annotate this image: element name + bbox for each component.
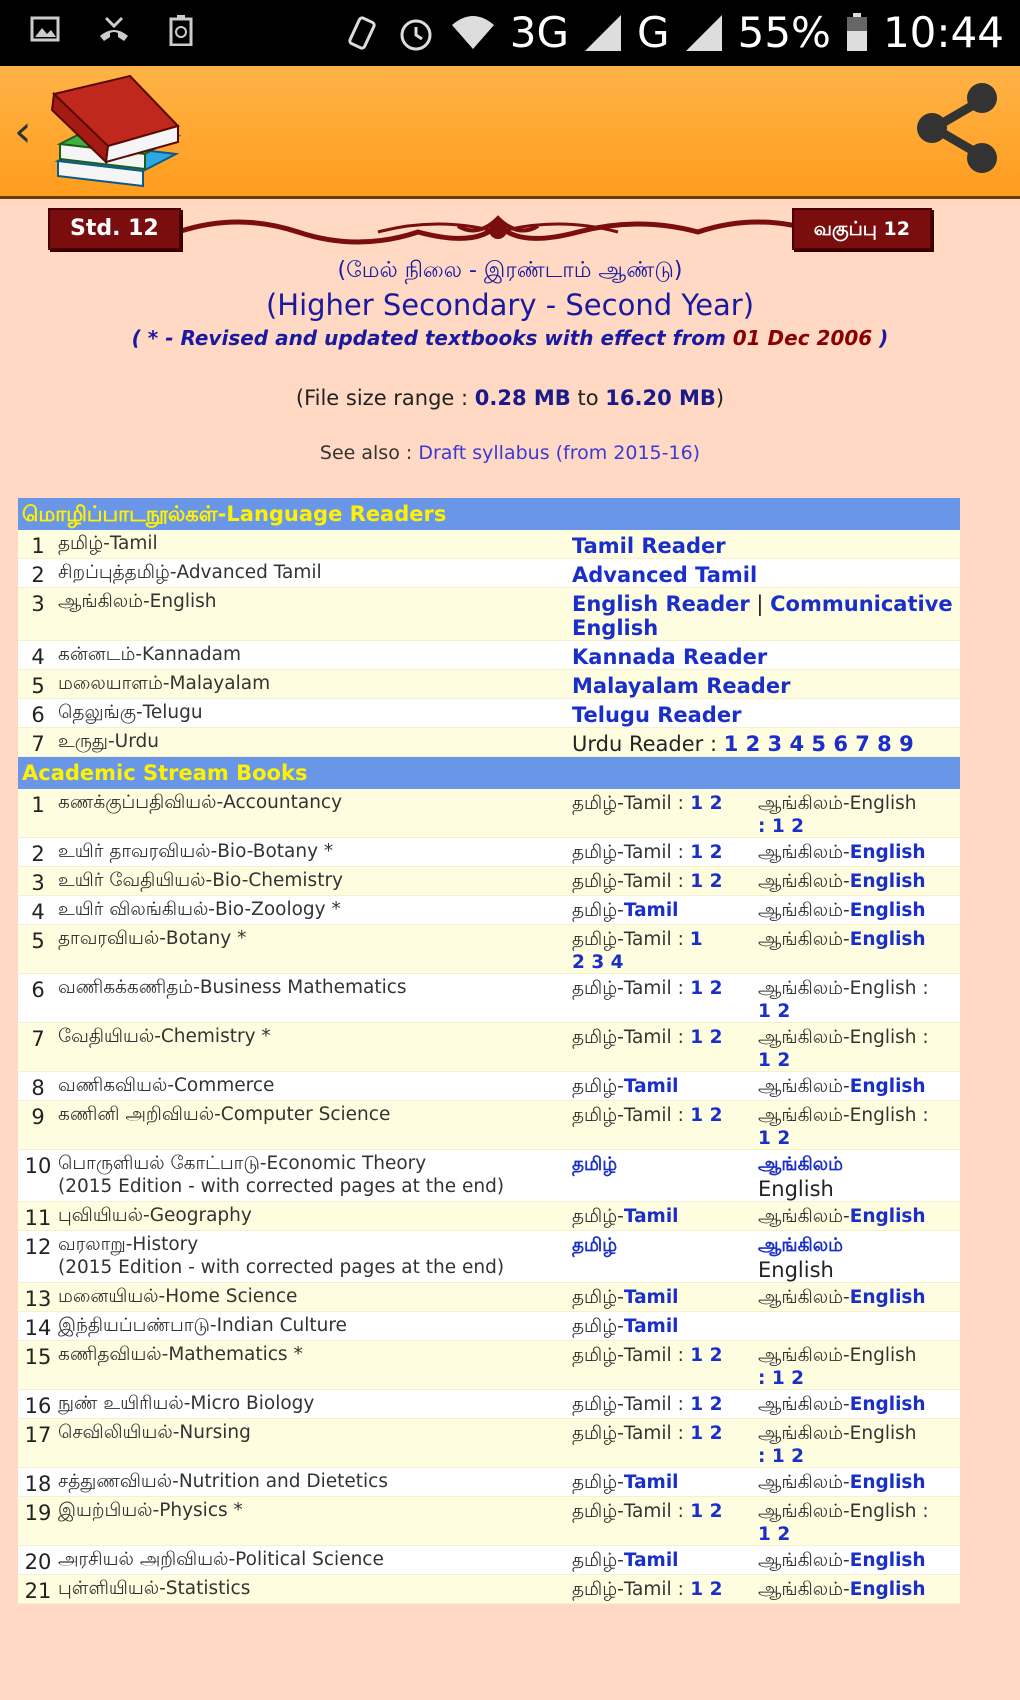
english-book-link[interactable]: English <box>849 871 926 892</box>
reader-cell <box>572 699 960 727</box>
subject-name <box>58 1231 572 1282</box>
battery-percent: 55% <box>737 8 831 57</box>
filesize-suffix: ) <box>715 386 725 410</box>
row-number: 4 <box>31 645 45 669</box>
subject-name: தெலுங்கு-Telugu <box>58 702 203 723</box>
english-medium-cell <box>758 1419 960 1467</box>
row-number: 18 <box>24 1472 52 1496</box>
subject-name: ஆங்கிலம்-English <box>58 591 217 612</box>
english-label: ஆங்கிலம்-English <box>758 1345 917 1366</box>
battery-icon <box>845 13 869 53</box>
english-label: English <box>758 1177 834 1201</box>
table-row <box>18 588 960 641</box>
tamil-label: தமிழ்-Tamil : <box>572 1027 684 1048</box>
english-book-link[interactable]: English <box>849 1394 926 1415</box>
table-row <box>18 641 960 670</box>
tamil-volume-links[interactable]: 1 2 <box>683 793 723 814</box>
row-number: 15 <box>24 1345 52 1369</box>
tamil-medium-cell <box>572 1312 758 1340</box>
english-book-link[interactable]: English <box>849 1206 926 1227</box>
table-row <box>18 559 960 588</box>
tamil-book-link[interactable]: Tamil <box>623 1472 679 1493</box>
filesize-max: 16.20 MB <box>605 386 716 410</box>
subject-name: தமிழ்-Tamil <box>58 533 158 554</box>
subject-name: உருது-Urdu <box>58 731 159 752</box>
reader-cell <box>572 588 960 640</box>
file-size-range <box>0 386 1020 410</box>
urdu-reader-label: Urdu Reader : <box>572 732 724 756</box>
subject-title: செவிலியியல்-Nursing <box>58 1422 251 1443</box>
english-label: ஆங்கிலம்- <box>758 1206 850 1227</box>
english-medium-cell <box>758 925 960 973</box>
network-g: G <box>637 8 670 57</box>
english-medium-cell <box>758 1575 960 1603</box>
tamil-label: தமிழ்- <box>572 1472 624 1493</box>
reader-cell <box>572 530 960 558</box>
share-icon[interactable] <box>912 80 1002 176</box>
row-number: 16 <box>24 1394 52 1418</box>
tamil-label: தமிழ்- <box>572 1316 624 1337</box>
tamil-medium-cell <box>572 1341 758 1389</box>
table-row <box>18 1390 960 1419</box>
filesize-min: 0.28 MB <box>474 386 571 410</box>
table-row <box>18 1468 960 1497</box>
english-medium-cell <box>758 1312 960 1340</box>
row-number: 7 <box>31 1027 45 1051</box>
english-medium-cell <box>758 1150 960 1201</box>
tamil-label: தமிழ்-Tamil : <box>572 1501 684 1522</box>
subject-name <box>58 925 572 973</box>
english-label: ஆங்கிலம்-English : <box>758 978 929 999</box>
tamil-medium-cell <box>572 1231 758 1282</box>
english-book-link[interactable]: English <box>849 1472 926 1493</box>
tamil-label: தமிழ்-Tamil : <box>572 1105 684 1126</box>
table-row <box>18 896 960 925</box>
tamil-volume-links[interactable]: 1 2 <box>683 1579 723 1600</box>
english-book-link[interactable]: English <box>849 1579 926 1600</box>
std-badge-en: Std. 12 <box>48 208 181 250</box>
tamil-label: தமிழ்- <box>572 1550 624 1571</box>
table-row <box>18 670 960 699</box>
tamil-volume-links[interactable]: 1 2 <box>683 1345 723 1366</box>
revised-note <box>0 326 1020 350</box>
tamil-label: தமிழ்-Tamil : <box>572 871 684 892</box>
tamil-volume-links[interactable]: 1 2 <box>683 1423 723 1444</box>
row-number: 1 <box>31 793 45 817</box>
row-number: 11 <box>24 1206 52 1230</box>
english-medium-cell <box>758 1497 960 1545</box>
subtitle-tamil: (மேல் நிலை - இரண்டாம் ஆண்டு) <box>337 258 683 283</box>
row-number: 1 <box>31 534 45 558</box>
tamil-medium-cell <box>572 1419 758 1467</box>
tamil-volume-links[interactable]: 1 2 <box>683 1027 723 1048</box>
table-row <box>18 1312 960 1341</box>
english-medium-cell <box>758 974 960 1022</box>
revised-date: 01 Dec 2006 <box>732 326 873 350</box>
alarm-icon <box>396 13 436 53</box>
reader-cell <box>572 728 960 756</box>
tamil-volume-links[interactable]: 1 2 <box>683 1394 723 1415</box>
tamil-book-link[interactable]: Tamil <box>623 1550 679 1571</box>
subject-name <box>58 838 572 866</box>
english-medium-cell <box>758 1546 960 1574</box>
subject-name: சிறப்புத்தமிழ்-Advanced Tamil <box>58 562 322 583</box>
row-number: 4 <box>31 900 45 924</box>
english-book-link[interactable]: English <box>849 842 926 863</box>
english-volume-links[interactable]: 1 2 <box>758 1128 791 1149</box>
tamil-medium-cell <box>572 925 758 973</box>
reader-link[interactable]: Malayalam Reader <box>572 674 791 698</box>
urdu-volume-links[interactable]: 1 2 3 4 5 6 7 8 9 <box>723 732 914 756</box>
english-medium-cell <box>758 838 960 866</box>
subject-name: மலையாளம்-Malayalam <box>58 673 271 694</box>
english-book-link[interactable]: English <box>849 1287 926 1308</box>
english-label: ஆங்கிலம்-English <box>758 1423 917 1444</box>
wifi-icon <box>450 13 496 53</box>
tamil-volume-links[interactable]: 1 <box>689 929 703 950</box>
subject-note: (2015 Edition - with corrected pages at the end) <box>58 1176 505 1197</box>
row-number: 3 <box>31 871 45 895</box>
english-label: ஆங்கிலம்- <box>758 929 850 950</box>
subject-name <box>58 1072 572 1100</box>
subject-title: வணிகக்கணிதம்-Business Mathematics <box>58 977 407 998</box>
subject-title: தாவரவியல்-Botany * <box>58 928 247 949</box>
tamil-book-link[interactable]: தமிழ் <box>572 1235 618 1256</box>
section-academic-stream: Academic Stream Books <box>18 757 960 789</box>
draft-syllabus-link[interactable]: Draft syllabus (from 2015-16) <box>418 442 701 464</box>
ornament-divider <box>178 212 818 252</box>
english-label: ஆங்கிலம்- <box>758 1287 850 1308</box>
subject-title: அரசியல் அறிவியல்-Political Science <box>58 1549 384 1570</box>
tamil-label: தமிழ்-Tamil : <box>572 1423 684 1444</box>
row-number: 13 <box>24 1287 52 1311</box>
english-book-link[interactable]: ஆங்கிலம் <box>758 1235 844 1256</box>
tamil-book-link[interactable]: Tamil <box>623 900 679 921</box>
english-label: ஆங்கிலம்-English : <box>758 1501 929 1522</box>
subject-name <box>58 1283 572 1311</box>
english-medium-cell <box>758 1202 960 1230</box>
row-number: 19 <box>24 1501 52 1525</box>
table-row <box>18 1101 960 1150</box>
subject-title: நுண் உயிரியல்-Micro Biology <box>58 1393 315 1414</box>
tamil-medium-cell <box>572 1468 758 1496</box>
english-label: ஆங்கிலம்-English : <box>758 1027 929 1048</box>
subject-title: கணக்குப்பதிவியல்-Accountancy <box>58 792 343 813</box>
subject-name <box>58 1468 572 1496</box>
subject-title: உயிர் தாவரவியல்-Bio-Botany * <box>58 841 334 862</box>
english-medium-cell <box>758 1283 960 1311</box>
subject-title: உயிர் வேதியியல்-Bio-Chemistry <box>58 870 343 891</box>
tamil-medium-cell <box>572 1390 758 1418</box>
row-number: 17 <box>24 1423 52 1447</box>
subject-name <box>58 1312 572 1340</box>
table-row <box>18 867 960 896</box>
english-medium-cell <box>758 867 960 895</box>
tamil-label: தமிழ்-Tamil : <box>572 1394 684 1415</box>
subject-name <box>58 1575 572 1603</box>
subject-title: கணிதவியல்-Mathematics * <box>58 1344 303 1365</box>
tamil-book-link[interactable]: தமிழ் <box>572 1154 618 1175</box>
english-book-link[interactable]: English <box>849 900 926 921</box>
table-row <box>18 530 960 559</box>
table-row <box>18 699 960 728</box>
reader-cell <box>572 641 960 669</box>
row-number: 21 <box>24 1579 52 1603</box>
subject-name <box>58 1419 572 1467</box>
english-medium-cell <box>758 1101 960 1149</box>
back-icon[interactable]: ‹ <box>14 106 32 157</box>
reader-link[interactable]: Kannada Reader <box>572 645 768 669</box>
reader-link[interactable]: Advanced Tamil <box>572 563 758 587</box>
app-bar <box>0 66 1020 199</box>
tamil-medium-cell <box>572 1101 758 1149</box>
english-medium-cell <box>758 1072 960 1100</box>
subject-name <box>58 1023 572 1071</box>
english-label: ஆங்கிலம்- <box>758 1550 850 1571</box>
tamil-label: தமிழ்-Tamil : <box>572 929 690 950</box>
revised-prefix: ( * - Revised and updated textbooks with effect from <box>131 326 733 350</box>
table-row <box>18 728 960 757</box>
row-number: 5 <box>31 674 45 698</box>
table-row <box>18 1150 960 1202</box>
english-medium-cell <box>758 1341 960 1389</box>
table-row <box>18 1341 960 1390</box>
english-label: ஆங்கிலம்- <box>758 1394 850 1415</box>
subject-name <box>58 789 572 837</box>
tamil-medium-cell <box>572 789 758 837</box>
subject-title: வரலாறு-History <box>58 1234 199 1255</box>
battery-recycle-icon <box>168 14 194 46</box>
vibrate-icon <box>342 13 382 53</box>
tamil-volume-links[interactable]: 1 2 <box>683 1501 723 1522</box>
tamil-medium-cell <box>572 896 758 924</box>
tamil-medium-cell <box>572 838 758 866</box>
english-volume-links[interactable]: : 1 2 <box>758 1446 805 1467</box>
subject-title: வேதியியல்-Chemistry * <box>58 1026 271 1047</box>
revised-suffix: ) <box>872 326 889 350</box>
tamil-label: தமிழ்-Tamil : <box>572 793 684 814</box>
row-number: 2 <box>31 563 45 587</box>
row-number: 8 <box>31 1076 45 1100</box>
english-medium-cell <box>758 1468 960 1496</box>
row-number: 6 <box>31 978 45 1002</box>
subject-title: புவியியல்-Geography <box>58 1205 252 1226</box>
tamil-medium-cell <box>572 1546 758 1574</box>
table-row <box>18 1546 960 1575</box>
subject-title: மனையியல்-Home Science <box>58 1286 298 1307</box>
tamil-volume-links[interactable]: 1 2 <box>683 978 723 999</box>
english-volume-links[interactable]: : 1 2 <box>758 816 805 837</box>
subject-name <box>58 1390 572 1418</box>
english-medium-cell <box>758 789 960 837</box>
clock: 10:44 <box>882 8 1004 57</box>
subject-title: வணிகவியல்-Commerce <box>58 1075 275 1096</box>
english-volume-links[interactable]: 1 2 <box>758 1050 791 1071</box>
reader-link[interactable]: Tamil Reader <box>572 534 726 558</box>
english-label: ஆங்கிலம்- <box>758 1579 850 1600</box>
signal-icon-2 <box>684 13 724 53</box>
subject-title: இயற்பியல்-Physics * <box>58 1500 243 1521</box>
subject-name <box>58 1497 572 1545</box>
row-number: 7 <box>31 732 45 756</box>
english-medium-cell <box>758 1023 960 1071</box>
reader-link[interactable]: English Reader <box>572 592 750 616</box>
tamil-medium-cell <box>572 1202 758 1230</box>
gallery-icon <box>30 14 60 44</box>
tamil-label: தமிழ்-Tamil : <box>572 1345 684 1366</box>
tamil-book-link[interactable]: Tamil <box>623 1287 679 1308</box>
row-number: 10 <box>24 1154 52 1178</box>
subject-name <box>58 974 572 1022</box>
tamil-label: தமிழ்-Tamil : <box>572 842 684 863</box>
english-medium-cell <box>758 896 960 924</box>
tamil-volume-links-2[interactable]: 2 3 4 <box>572 952 624 973</box>
subject-title: கணினி அறிவியல்-Computer Science <box>58 1104 391 1125</box>
reader-cell <box>572 559 960 587</box>
row-number: 20 <box>24 1550 52 1574</box>
tamil-medium-cell <box>572 1497 758 1545</box>
english-book-link[interactable]: ஆங்கிலம் <box>758 1154 844 1175</box>
books-logo-icon <box>48 66 188 196</box>
tamil-book-link[interactable]: Tamil <box>623 1076 679 1097</box>
row-number: 3 <box>31 592 45 616</box>
row-number: 5 <box>31 929 45 953</box>
tamil-book-link[interactable]: Tamil <box>623 1316 679 1337</box>
table-row <box>18 1497 960 1546</box>
table-row <box>18 974 960 1023</box>
subject-name <box>58 867 572 895</box>
tamil-volume-links[interactable]: 1 2 <box>683 1105 723 1126</box>
reader-link[interactable]: Telugu Reader <box>572 703 742 727</box>
subject-name <box>58 1150 572 1201</box>
english-book-link[interactable]: English <box>849 1076 926 1097</box>
tamil-label: தமிழ்- <box>572 1287 624 1308</box>
subject-name <box>58 1202 572 1230</box>
tamil-book-link[interactable]: Tamil <box>623 1206 679 1227</box>
subject-name <box>58 896 572 924</box>
row-number: 14 <box>24 1316 52 1340</box>
table-row <box>18 838 960 867</box>
row-number: 12 <box>24 1235 52 1259</box>
english-volume-links[interactable]: 1 2 <box>758 1001 791 1022</box>
subtitle-english: (Higher Secondary - Second Year) <box>265 288 755 322</box>
english-label: ஆங்கிலம்- <box>758 842 850 863</box>
reader-link-2[interactable]: Communicative <box>770 592 953 616</box>
network-3g: 3G <box>509 8 570 57</box>
tamil-label: தமிழ்- <box>572 1076 624 1097</box>
see-also <box>0 442 1020 464</box>
link-separator: | <box>749 592 771 616</box>
row-number: 9 <box>31 1105 45 1129</box>
filesize-to: to <box>570 386 606 410</box>
tamil-volume-links[interactable]: 1 2 <box>683 842 723 863</box>
reader-link-2b[interactable]: English <box>572 616 659 640</box>
signal-icon <box>583 13 623 53</box>
tamil-medium-cell <box>572 1072 758 1100</box>
english-medium-cell <box>758 1390 960 1418</box>
table-row <box>18 1202 960 1231</box>
row-number: 2 <box>31 842 45 866</box>
table-row <box>18 925 960 974</box>
tamil-label: தமிழ்-Tamil : <box>572 978 684 999</box>
section-language-readers: மொழிப்பாடநூல்கள்-Language Readers <box>18 498 960 530</box>
table-row <box>18 1419 960 1468</box>
english-medium-cell <box>758 1231 960 1282</box>
english-volume-links[interactable]: 1 2 <box>758 1524 791 1545</box>
english-label: ஆங்கிலம்-English <box>758 793 917 814</box>
table-row <box>18 1072 960 1101</box>
books-table <box>18 498 960 1604</box>
tamil-medium-cell <box>572 1283 758 1311</box>
tamil-label: தமிழ்- <box>572 1206 624 1227</box>
tamil-volume-links[interactable]: 1 2 <box>683 871 723 892</box>
english-label: ஆங்கிலம்- <box>758 900 850 921</box>
tamil-medium-cell <box>572 974 758 1022</box>
status-bar <box>0 0 1020 66</box>
english-label: English <box>758 1258 834 1282</box>
subject-name <box>58 1101 572 1149</box>
table-row <box>18 1023 960 1072</box>
table-row <box>18 1231 960 1283</box>
subject-title: இந்தியப்பண்பாடு-Indian Culture <box>58 1315 347 1336</box>
tamil-medium-cell <box>572 867 758 895</box>
std-badge-ta: வகுப்பு 12 <box>792 208 932 250</box>
subject-title: பொருளியல் கோட்பாடு-Economic Theory <box>58 1153 427 1174</box>
missed-call-icon <box>96 14 132 44</box>
subject-name: கன்னடம்-Kannadam <box>58 644 242 665</box>
english-book-link[interactable]: English <box>849 929 926 950</box>
tamil-label: தமிழ்- <box>572 900 624 921</box>
filesize-prefix: (File size range : <box>295 386 475 410</box>
subject-name <box>58 1341 572 1389</box>
english-label: ஆங்கிலம்-English : <box>758 1105 929 1126</box>
tamil-label: தமிழ்-Tamil : <box>572 1579 684 1600</box>
subject-name <box>58 1546 572 1574</box>
tamil-medium-cell <box>572 1023 758 1071</box>
tamil-medium-cell <box>572 1575 758 1603</box>
subject-title: புள்ளியியல்-Statistics <box>58 1578 251 1599</box>
table-row <box>18 789 960 838</box>
row-number: 6 <box>31 703 45 727</box>
english-volume-links[interactable]: : 1 2 <box>758 1368 805 1389</box>
class-banner <box>48 208 932 252</box>
english-label: ஆங்கிலம்- <box>758 1472 850 1493</box>
table-row <box>18 1575 960 1604</box>
table-row <box>18 1283 960 1312</box>
subject-note: (2015 Edition - with corrected pages at the end) <box>58 1257 505 1278</box>
tamil-medium-cell <box>572 1150 758 1201</box>
subject-title: உயிர் விலங்கியல்-Bio-Zoology * <box>58 899 341 920</box>
see-also-label: See also : <box>319 442 419 464</box>
english-label: ஆங்கிலம்- <box>758 871 850 892</box>
subject-title: சத்துணவியல்-Nutrition and Dietetics <box>58 1471 388 1492</box>
reader-cell <box>572 670 960 698</box>
english-book-link[interactable]: English <box>849 1550 926 1571</box>
english-label: ஆங்கிலம்- <box>758 1076 850 1097</box>
